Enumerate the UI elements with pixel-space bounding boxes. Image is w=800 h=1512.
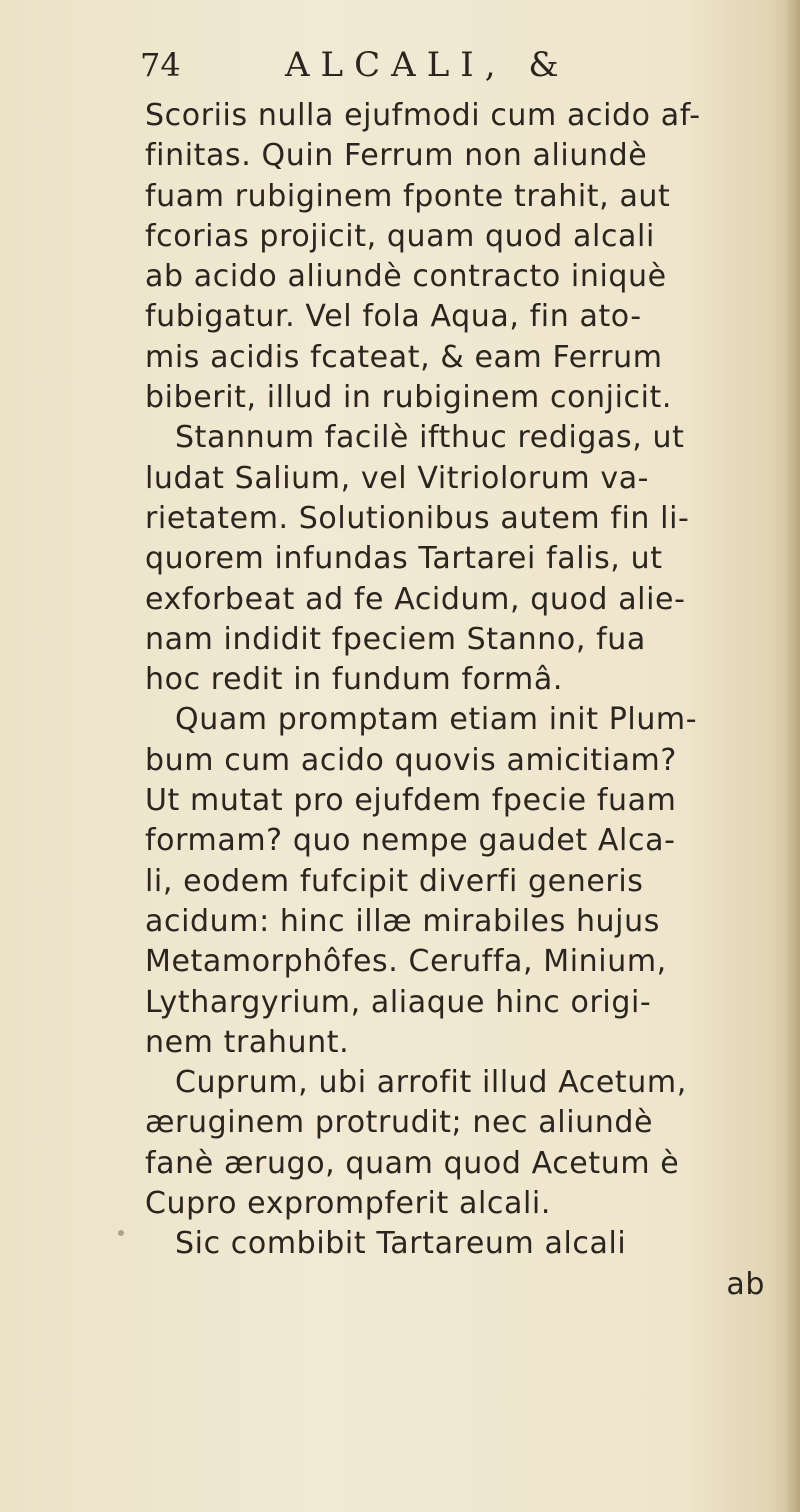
text-line: hoc redit in fundum formâ. bbox=[145, 662, 563, 698]
page-edge bbox=[784, 0, 800, 1512]
text-line: fanè ærugo, quam quod Acetum è bbox=[145, 1145, 680, 1181]
text-line: Ut mutat pro ejufdem fpecie fuam bbox=[145, 783, 677, 819]
text-line: acidum: hinc illæ mirabiles hujus bbox=[145, 903, 660, 939]
text-line: quorem infundas Tartarei falis, ut bbox=[145, 541, 663, 577]
text-line: Cuprum, ubi arrofit illud Acetum, bbox=[175, 1065, 687, 1101]
text-line: nem trahunt. bbox=[145, 1024, 350, 1060]
text-line: Stannum facilè ifthuc redigas, ut bbox=[175, 420, 685, 456]
text-line: bum cum acido quovis amicitiam? bbox=[145, 742, 677, 778]
body-text bbox=[145, 96, 785, 1305]
text-line: formam? quo nempe gaudet Alca- bbox=[145, 823, 676, 859]
text-line: Lythargyrium, aliaque hinc origi- bbox=[145, 984, 652, 1020]
text-line: ludat Salium, vel Vitriolorum va- bbox=[145, 460, 650, 496]
text-line: li, eodem fufcipit diverfi generis bbox=[145, 863, 644, 899]
text-line: finitas. Quin Ferrum non aliundè bbox=[145, 138, 648, 174]
text-line: ab acido aliundè contracto iniquè bbox=[145, 259, 667, 295]
running-title: ALCALI, & bbox=[285, 45, 570, 85]
ink-spot bbox=[118, 1230, 124, 1236]
catchword: ab bbox=[726, 1266, 765, 1302]
text-line: Quam promptam etiam init Plum- bbox=[175, 702, 698, 738]
text-line: exforbeat ad fe Acidum, quod alie- bbox=[145, 581, 686, 617]
text-line: mis acidis fcateat, & eam Ferrum bbox=[145, 339, 663, 375]
text-line: fcorias projicit, quam quod alcali bbox=[145, 218, 655, 254]
text-line: biberit, illud in rubiginem conjicit. bbox=[145, 380, 673, 416]
page-header bbox=[140, 40, 780, 90]
text-line: Scoriis nulla ejufmodi cum acido af- bbox=[145, 98, 701, 133]
text-line: rietatem. Solutionibus autem fin li- bbox=[145, 500, 690, 536]
text-line: æruginem protrudit; nec aliundè bbox=[145, 1105, 654, 1141]
text-line: nam indidit fpeciem Stanno, fua bbox=[145, 621, 646, 657]
text-line: fubigatur. Vel fola Aqua, fin ato- bbox=[145, 299, 642, 335]
text-line: Cupro exprompferit alcali. bbox=[145, 1186, 551, 1222]
text-line: Sic combibit Tartareum alcali bbox=[175, 1226, 627, 1262]
text-line: Metamorphôfes. Ceruffa, Minium, bbox=[145, 944, 667, 980]
page-number: 74 bbox=[140, 46, 181, 84]
text-line: fuam rubiginem fponte trahit, aut bbox=[145, 178, 671, 214]
